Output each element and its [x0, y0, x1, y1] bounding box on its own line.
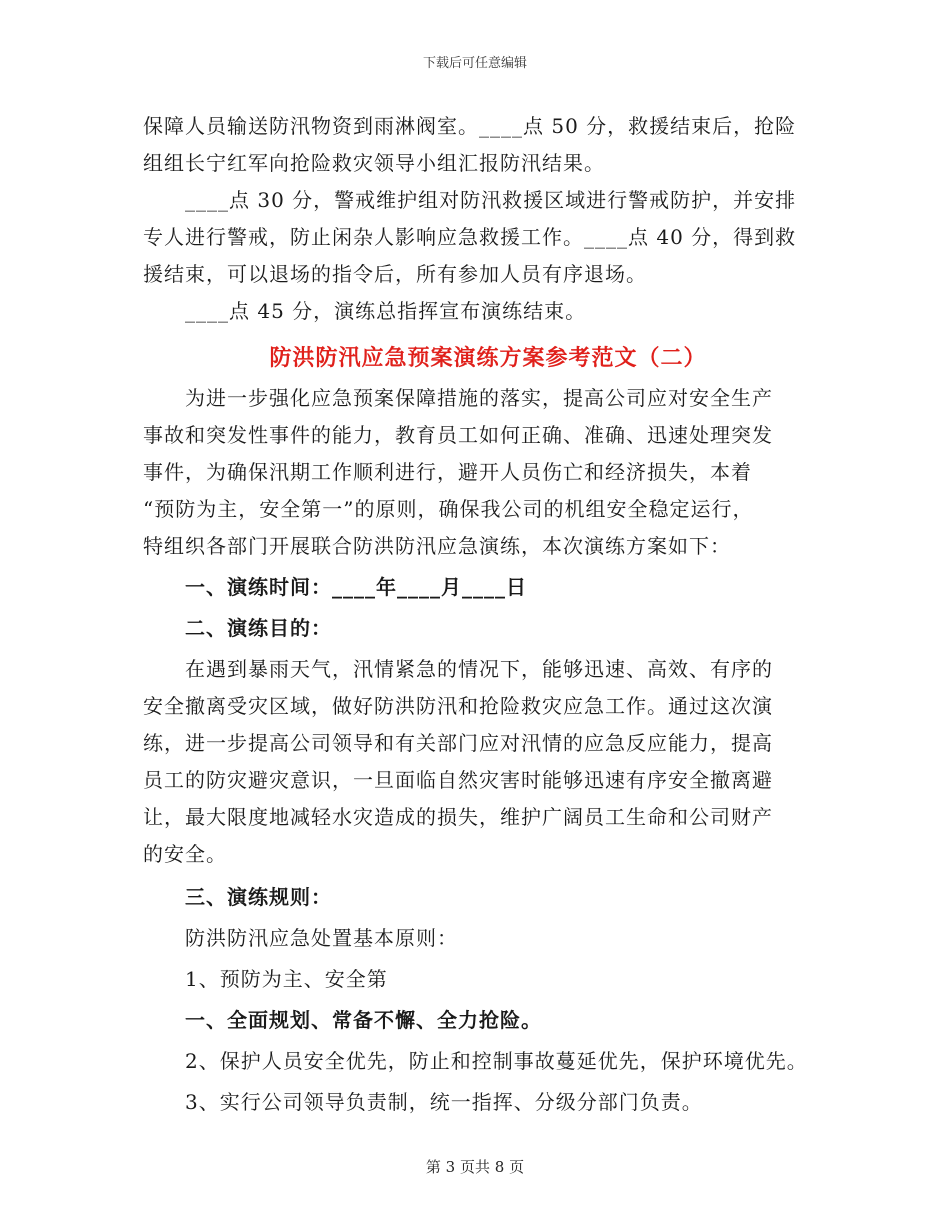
heading-drill-purpose: 二、演练目的： — [185, 616, 332, 640]
paragraph-line: ____点 45 分，演练总指挥宣布演练结束。 — [185, 299, 587, 323]
paragraph-line: 组组长宁红军向抢险救灾领导小组汇报防汛结果。 — [143, 151, 605, 175]
rule-intro: 防洪防汛应急处置基本原则： — [185, 926, 458, 950]
paragraph-line: 保障人员输送防汛物资到雨淋阀室。____点 50 分，救援结束后，抢险 — [143, 114, 797, 138]
heading-drill-time: 一、演练时间：____年____月____日 — [185, 575, 527, 599]
paragraph-line: 事故和突发性事件的能力，教育员工如何正确、准确、迅速处理突发 — [143, 423, 773, 447]
rule-item-1: 1、预防为主、安全第 — [185, 967, 388, 991]
paragraph-line: 的安全。 — [143, 842, 227, 866]
paragraph-line: 特组织各部门开展联合防洪防汛应急演练，本次演练方案如下： — [143, 534, 731, 558]
rule-item-1-continued: 一、全面规划、常备不懈、全力抢险。 — [185, 1008, 542, 1032]
rule-item-2: 2、保护人员安全优先，防止和控制事故蔓延优先，保护环境优先。 — [185, 1049, 808, 1073]
paragraph-line: 练，进一步提高公司领导和有关部门应对汛情的应急反应能力，提高 — [143, 731, 773, 755]
paragraph-line: 援结束，可以退场的指令后，所有参加人员有序退场。 — [143, 262, 647, 286]
rule-item-3: 3、实行公司领导负责制，统一指挥、分级分部门负责。 — [185, 1090, 703, 1114]
paragraph-line: 安全撤离受灾区域，做好防洪防汛和抢险救灾应急工作。通过这次演 — [143, 694, 773, 718]
paragraph-line: “预防为主，安全第一”的原则，确保我公司的机组安全稳定运行， — [143, 497, 754, 521]
heading-drill-rules: 三、演练规则： — [185, 885, 332, 909]
paragraph-line: 员工的防灾避灾意识，一旦面临自然灾害时能够迅速有序安全撤离避 — [143, 768, 773, 792]
paragraph-line: 事件，为确保汛期工作顺利进行，避开人员伤亡和经济损失，本着 — [143, 460, 752, 484]
page-header: 下载后可任意编辑 — [422, 56, 527, 71]
section-title: 防洪防汛应急预案演练方案参考范文（二） — [269, 345, 707, 371]
paragraph-line: 专人进行警戒，防止闲杂人影响应急救援工作。____点 40 分，得到救 — [143, 225, 797, 249]
paragraph-line: ____点 30 分，警戒维护组对防汛救援区域进行警戒防护，并安排 — [185, 188, 797, 212]
paragraph-line: 让，最大限度地减轻水灾造成的损失，维护广阔员工生命和公司财产 — [143, 805, 773, 829]
document-body — [143, 108, 833, 1121]
paragraph-line: 在遇到暴雨天气，汛情紧急的情况下，能够迅速、高效、有序的 — [185, 657, 773, 681]
page-footer: 第 3 页共 8 页 — [425, 1158, 525, 1176]
paragraph-line: 为进一步强化应急预案保障措施的落实，提高公司应对安全生产 — [185, 386, 773, 410]
